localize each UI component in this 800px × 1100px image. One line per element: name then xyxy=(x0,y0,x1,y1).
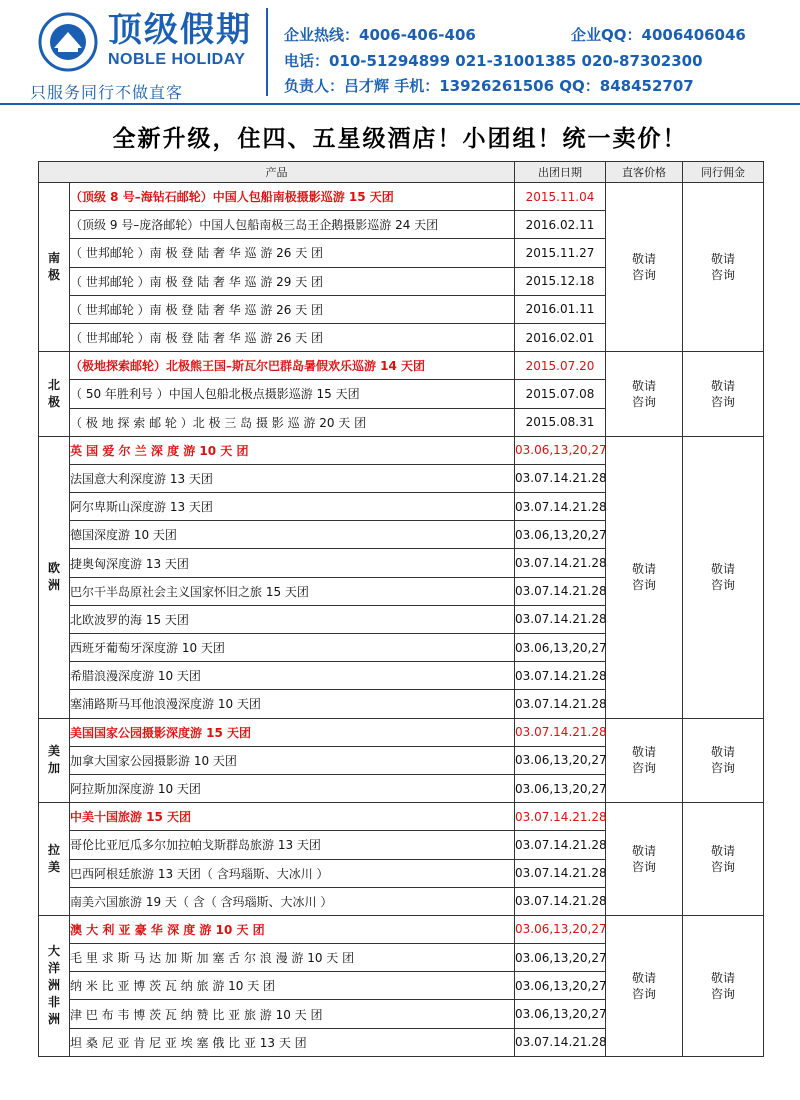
departure-date: 03.07.14.21.28 xyxy=(515,662,606,690)
price-inquiry-text: 敬请 xyxy=(631,252,656,267)
tour-product-name: 英 国 爱 尔 兰 深 度 游 10 天 团 xyxy=(70,436,515,464)
table-row xyxy=(39,718,764,746)
departure-date: 03.07.14.21.28 xyxy=(515,549,606,577)
departure-date: 03.07.14.21.28 xyxy=(515,887,606,915)
tour-product-name: 纳 米 比 亚 博 茨 瓦 纳 旅 游 10 天 团 xyxy=(70,972,515,1000)
region-label-char: 洲 xyxy=(47,978,60,993)
tour-product-name: 巴西阿根廷旅游 13 天团（ 含玛瑙斯、大冰川 ） xyxy=(70,859,515,887)
departure-date: 03.07.14.21.28 xyxy=(515,690,606,718)
price-inquiry-text: 敬请 xyxy=(710,252,735,267)
table-row xyxy=(39,915,764,943)
agent-commission-cell xyxy=(683,436,764,718)
tour-product-name: 德国深度游 10 天团 xyxy=(70,521,515,549)
tour-product-name: （顶级 9 号–庞洛邮轮）中国人包船南极三岛王企鹅摄影巡游 24 天团 xyxy=(70,211,515,239)
tour-table-body xyxy=(39,183,764,1057)
departure-date: 2015.11.04 xyxy=(515,183,606,211)
region-label-char: 北 xyxy=(47,377,60,392)
tour-product-name: 阿拉斯加深度游 10 天团 xyxy=(70,774,515,802)
region-label-char: 洲 xyxy=(47,578,60,593)
price-inquiry-text: 咨询 xyxy=(631,578,656,593)
tour-product-name: 坦 桑 尼 亚 肯 尼 亚 埃 塞 俄 比 亚 13 天 团 xyxy=(70,1028,515,1056)
agent-commission-cell xyxy=(683,803,764,916)
departure-date: 03.07.14.21.28 xyxy=(515,493,606,521)
region-label-char: 非 xyxy=(47,995,60,1010)
departure-date: 03.06,13,20,27 xyxy=(515,944,606,972)
price-inquiry-text: 咨询 xyxy=(710,394,735,409)
tour-product-name: 毛 里 求 斯 马 达 加 斯 加 塞 舌 尔 浪 漫 游 10 天 团 xyxy=(70,944,515,972)
column-header-retail-price: 直客价格 xyxy=(606,162,683,183)
tour-product-name: 津 巴 布 韦 博 茨 瓦 纳 赞 比 亚 旅 游 10 天 团 xyxy=(70,1000,515,1028)
region-label-char: 欧 xyxy=(47,561,60,576)
departure-date: 03.06,13,20,27 xyxy=(515,436,606,464)
tour-product-name: 澳 大 利 亚 豪 华 深 度 游 10 天 团 xyxy=(70,915,515,943)
departure-date: 03.07.14.21.28 xyxy=(515,831,606,859)
departure-date: 03.06,13,20,27 xyxy=(515,1000,606,1028)
region-label-char: 美 xyxy=(47,860,60,874)
header-bottom-rule xyxy=(0,103,800,105)
tour-product-name: 法国意大利深度游 13 天团 xyxy=(70,464,515,492)
price-inquiry-text: 咨询 xyxy=(710,761,735,776)
price-inquiry-text: 敬请 xyxy=(631,378,656,393)
departure-date: 03.07.14.21.28 xyxy=(515,1028,606,1056)
office-phones: 电话：010-51294899 021-31001385 020-87302300 xyxy=(284,52,703,70)
price-inquiry-text: 咨询 xyxy=(710,860,735,874)
column-header-departure-date: 出团日期 xyxy=(515,162,606,183)
departure-date: 03.07.14.21.28 xyxy=(515,718,606,746)
tour-product-name: （ 世邦邮轮 ）南 极 登 陆 奢 华 巡 游 26 天 团 xyxy=(70,323,515,351)
departure-date: 2015.07.20 xyxy=(515,352,606,380)
tour-product-name: 巴尔干半岛原社会主义国家怀旧之旅 15 天团 xyxy=(70,577,515,605)
departure-date: 03.07.14.21.28 xyxy=(515,859,606,887)
tour-product-name: （ 世邦邮轮 ）南 极 登 陆 奢 华 巡 游 26 天 团 xyxy=(70,239,515,267)
retail-price-cell xyxy=(606,183,683,352)
tour-product-name: 塞浦路斯马耳他浪漫深度游 10 天团 xyxy=(70,690,515,718)
price-inquiry-text: 敬请 xyxy=(631,970,656,985)
region-label-char: 极 xyxy=(47,394,60,409)
price-inquiry-text: 敬请 xyxy=(710,562,735,577)
tour-product-name: 美国国家公园摄影深度游 15 天团 xyxy=(70,718,515,746)
region-label xyxy=(39,183,70,352)
noble-holiday-logo-icon xyxy=(38,12,98,72)
agent-commission-cell xyxy=(683,915,764,1056)
region-label-char: 洲 xyxy=(47,1012,60,1027)
departure-date: 2015.12.18 xyxy=(515,267,606,295)
page-header xyxy=(0,0,800,104)
departure-date: 03.06,13,20,27 xyxy=(515,746,606,774)
tour-product-name: 捷奥匈深度游 13 天团 xyxy=(70,549,515,577)
page-title: 全新升级，住四、五星级酒店！小团组！统一卖价！ xyxy=(112,126,688,152)
tour-product-name: （ 世邦邮轮 ）南 极 登 陆 奢 华 巡 游 26 天 团 xyxy=(70,295,515,323)
departure-date: 2016.02.01 xyxy=(515,323,606,351)
region-label-char: 洋 xyxy=(47,961,60,976)
price-inquiry-text: 咨询 xyxy=(631,761,656,776)
price-inquiry-text: 敬请 xyxy=(631,745,656,760)
price-inquiry-text: 咨询 xyxy=(631,268,656,283)
region-label xyxy=(39,718,70,803)
price-inquiry-text: 咨询 xyxy=(710,986,735,1001)
region-label xyxy=(39,436,70,718)
departure-date: 2015.11.27 xyxy=(515,239,606,267)
price-inquiry-text: 咨询 xyxy=(631,986,656,1001)
table-header-row xyxy=(39,162,764,183)
departure-date: 2015.08.31 xyxy=(515,408,606,436)
price-inquiry-text: 咨询 xyxy=(710,578,735,593)
brand-chinese-name: 顶级假期 xyxy=(108,10,252,50)
retail-price-cell xyxy=(606,718,683,803)
corporate-hotline: 企业热线：4006-406-406 xyxy=(284,26,476,44)
price-inquiry-text: 敬请 xyxy=(710,844,735,858)
agent-commission-cell xyxy=(683,718,764,803)
departure-date: 03.06,13,20,27 xyxy=(515,634,606,662)
brand-slogan: 只服务同行不做直客 xyxy=(30,83,184,102)
tour-product-name: 西班牙葡萄牙深度游 10 天团 xyxy=(70,634,515,662)
agent-commission-cell xyxy=(683,183,764,352)
tour-product-name: （ 极 地 探 索 邮 轮 ）北 极 三 岛 摄 影 巡 游 20 天 团 xyxy=(70,408,515,436)
region-label-char: 拉 xyxy=(47,843,60,857)
region-label-char: 美 xyxy=(47,744,60,759)
price-inquiry-text: 敬请 xyxy=(631,562,656,577)
tour-product-name: （ 50 年胜利号 ）中国人包船北极点摄影巡游 15 天团 xyxy=(70,380,515,408)
region-label-char: 大 xyxy=(47,944,60,959)
departure-date: 03.06,13,20,27 xyxy=(515,774,606,802)
departure-date: 2015.07.08 xyxy=(515,380,606,408)
tour-product-name: （顶级 8 号–海钻石邮轮）中国人包船南极摄影巡游 15 天团 xyxy=(70,183,515,211)
corporate-qq: 企业QQ：4006406046 xyxy=(571,26,746,44)
tour-product-name: 南美六国旅游 19 天（ 含（ 含玛瑙斯、大冰川 ） xyxy=(70,887,515,915)
price-inquiry-text: 咨询 xyxy=(710,268,735,283)
tour-product-name: 哥伦比亚厄瓜多尔加拉帕戈斯群岛旅游 13 天团 xyxy=(70,831,515,859)
retail-price-cell xyxy=(606,436,683,718)
tour-product-name: 中美十国旅游 15 天团 xyxy=(70,803,515,831)
departure-date: 03.06,13,20,27 xyxy=(515,915,606,943)
region-label xyxy=(39,915,70,1056)
tour-product-name: 加拿大国家公园摄影游 10 天团 xyxy=(70,746,515,774)
tour-product-name: 希腊浪漫深度游 10 天团 xyxy=(70,662,515,690)
price-inquiry-text: 咨询 xyxy=(631,394,656,409)
price-inquiry-text: 敬请 xyxy=(710,378,735,393)
tour-product-name: 北欧波罗的海 15 天团 xyxy=(70,605,515,633)
region-label xyxy=(39,352,70,437)
table-row xyxy=(39,352,764,380)
tour-product-name: （ 世邦邮轮 ）南 极 登 陆 奢 华 巡 游 29 天 团 xyxy=(70,267,515,295)
manager-contact: 负责人：吕才辉 手机：13926261506 QQ：848452707 xyxy=(284,77,694,95)
tour-price-table xyxy=(38,161,764,1057)
retail-price-cell xyxy=(606,352,683,437)
departure-date: 03.07.14.21.28 xyxy=(515,464,606,492)
header-divider xyxy=(266,8,268,96)
table-row xyxy=(39,183,764,211)
region-label-char: 南 xyxy=(47,251,60,266)
price-inquiry-text: 咨询 xyxy=(631,860,656,874)
tour-product-name: 阿尔卑斯山深度游 13 天团 xyxy=(70,493,515,521)
retail-price-cell xyxy=(606,915,683,1056)
region-label xyxy=(39,803,70,916)
column-header-agent-commission: 同行佣金 xyxy=(683,162,764,183)
departure-date: 2016.02.11 xyxy=(515,211,606,239)
region-label-char: 加 xyxy=(47,761,60,776)
departure-date: 2016.01.11 xyxy=(515,295,606,323)
agent-commission-cell xyxy=(683,352,764,437)
price-inquiry-text: 敬请 xyxy=(710,970,735,985)
tour-product-name: （极地探索邮轮）北极熊王国–斯瓦尔巴群岛暑假欢乐巡游 14 天团 xyxy=(70,352,515,380)
region-label-char: 极 xyxy=(47,268,60,283)
column-header-product: 产品 xyxy=(39,162,515,183)
table-row xyxy=(39,803,764,831)
departure-date: 03.07.14.21.28 xyxy=(515,605,606,633)
price-inquiry-text: 敬请 xyxy=(710,745,735,760)
table-row xyxy=(39,436,764,464)
departure-date: 03.06,13,20,27 xyxy=(515,972,606,1000)
retail-price-cell xyxy=(606,803,683,916)
price-inquiry-text: 敬请 xyxy=(631,844,656,858)
departure-date: 03.07.14.21.28 xyxy=(515,803,606,831)
departure-date: 03.07.14.21.28 xyxy=(515,577,606,605)
departure-date: 03.06,13,20,27 xyxy=(515,521,606,549)
brand-english-name: NOBLE HOLIDAY xyxy=(108,51,246,68)
